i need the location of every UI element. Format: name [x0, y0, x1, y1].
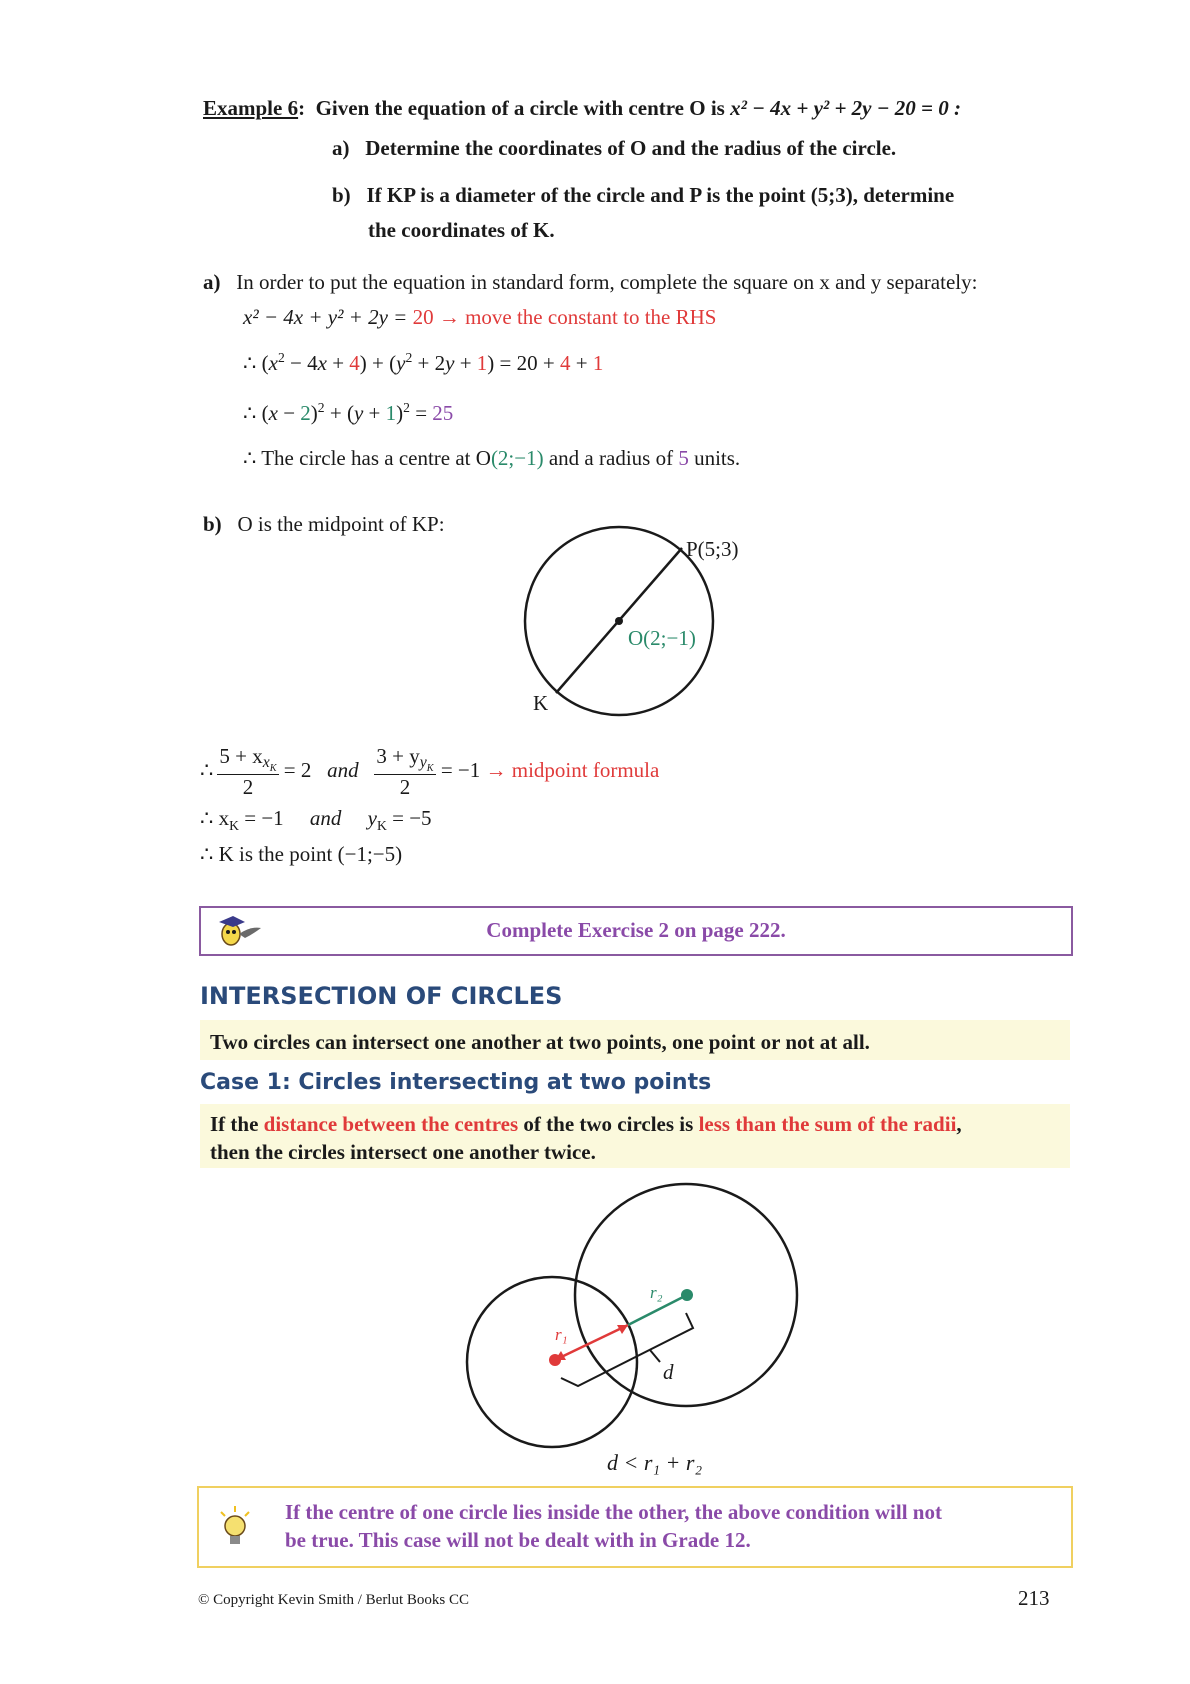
r1-label: r₁: [555, 1325, 568, 1344]
midpoint-step1: ∴ $\frac{5 + xx_K}{2}$ = 2 and $\frac{3 + yy_K}{2}$ = −1 → midpoint formula: [200, 744, 660, 800]
d-label: d: [663, 1360, 674, 1384]
copyright: © Copyright Kevin Smith / Berlut Books CC: [198, 1592, 469, 1608]
solution-a-line2: ∴ $(x^2 - 4x + 4) + (y^2 + 2y + 1) = 20 + 4 + 1$: [243, 350, 604, 375]
point-k-label: K: [533, 691, 549, 715]
point-o-label: O(2;−1): [628, 626, 696, 650]
page-number: 213: [1018, 1586, 1050, 1610]
example-part-a: a) Determine the coordinates of O and the radius of the circle.: [332, 136, 897, 160]
example-equation: x² − 4x + y² + 2y − 20 = 0 :: [730, 96, 961, 120]
r2-label: r₂: [650, 1283, 663, 1302]
example-given: Given the equation of a circle with centre O is: [315, 96, 725, 120]
solution-b-intro: b) O is the midpoint of KP:: [203, 512, 445, 536]
section-intro: Two circles can intersect one another at two points, one point or not at all.: [200, 1020, 1070, 1060]
example-label: Example 6: [203, 96, 299, 120]
point-p-label: P(5;3): [686, 537, 739, 561]
intersecting-circles-diagram: [460, 1180, 820, 1480]
solution-a-line3: ∴ $(x - 2)^2 + (y + 1)^2 = 25$: [243, 400, 454, 425]
note-box: [197, 1486, 1073, 1568]
intersection-condition: d < r₁ + r₂: [607, 1450, 703, 1475]
exercise-box: [199, 906, 1073, 956]
solution-a-intro: a) In order to put the equation in standard form, complete the square on x and y separately:: [203, 270, 978, 294]
section-title: INTERSECTION OF CIRCLES: [200, 982, 563, 1010]
diameter-circle-diagram: [520, 520, 750, 720]
radius-value: 5: [678, 446, 689, 470]
case1-rule: If the distance between the centres of the two circles is less than the sum of the radii, then the circles intersect one another twice.: [200, 1104, 1070, 1168]
solution-a-line4: ∴ The circle has a centre at O(2;−1) and a radius of 5 units.: [243, 446, 741, 470]
example-part-b-cont: the coordinates of K.: [368, 218, 555, 242]
centre-dot: [615, 617, 623, 625]
case1-title: Case 1: Circles intersecting at two points: [200, 1070, 712, 1095]
midpoint-step2: ∴ $x_K = -1$ and $y_K = -5$: [200, 806, 432, 834]
midpoint-step3: ∴ K is the point (−1;−5): [200, 842, 403, 866]
centre-2: [681, 1289, 693, 1301]
solution-a-line1: x² − 4x + y² + 2y = 20 → move the constant to the RHS: [243, 305, 717, 329]
centre-1: [549, 1354, 561, 1366]
centre-value: (2;−1): [490, 446, 544, 470]
exercise-text: Complete Exercise 2 on page 222.: [486, 918, 786, 942]
lightbulb-icon: [213, 1504, 257, 1550]
note-text: If the centre of one circle lies inside the other, the above condition will not be true. This case will not be dealt with in Grade 12.: [285, 1500, 942, 1552]
example-part-b: b) If KP is a diameter of the circle and P is the point (5;3), determine: [332, 183, 955, 207]
example-statement: Example 6: Given the equation of a circle with centre O is x² − 4x + y² + 2y − 20 = 0 :: [203, 96, 961, 120]
midpoint-note: → midpoint formula: [485, 757, 660, 782]
